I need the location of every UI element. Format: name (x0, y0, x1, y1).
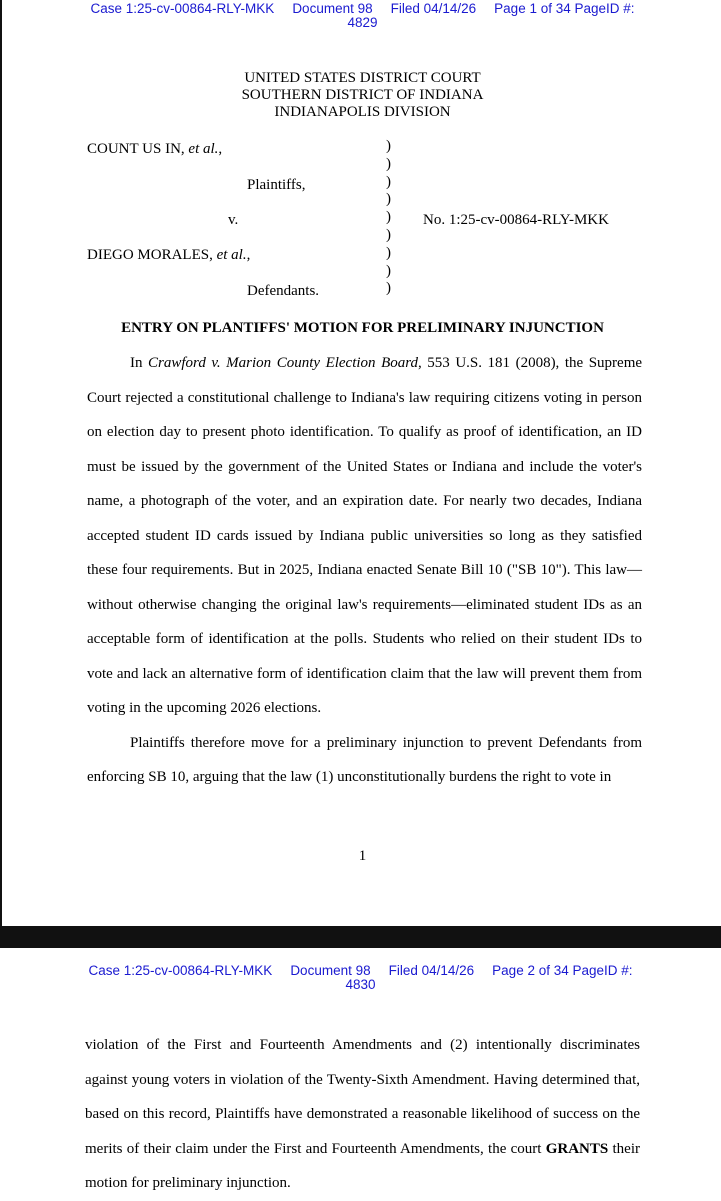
filed-date: Filed 04/14/26 (388, 963, 475, 978)
court-heading (2, 70, 721, 121)
entry-title: ENTRY ON PLANTIFFS' MOTION FOR PRELIMINARY INJUNCTION (121, 320, 604, 336)
paragraph-1: In Crawford v. Marion County Election Board, 553 U.S. 181 (2008), the Supreme Court rejected a constitutional challenge to Indiana's law requiring citizens voting in person on election day to present photo identification. To qualify as proof of identification, an ID must be issued by the government of the United States or Indiana and include the voter's name, a photograph of the voter, and an expiration date. For nearly two decades, Indiana accepted student ID cards issued by Indiana public universities so long as they satisfied these four requirements. But in 2025, Indiana enacted Senate Bill 10 ("SB 10"). This law—without otherwise changing the original law's requirements—eliminated student IDs as an acceptable form of identification at the polls. Students who relied on their student IDs to vote and lack an alternative form of identification claim that the law will prevent them from voting in the upcoming 2026 elections. (87, 355, 643, 716)
court-name: UNITED STATES DISTRICT COURT (244, 70, 481, 86)
plaintiffs-label: Plaintiffs, (247, 177, 306, 193)
page-of-total: Page 1 of 34 PageID #: (494, 1, 635, 16)
defendants-label: Defendants. (247, 283, 320, 299)
plaintiff-name: COUNT US IN, et al., (87, 141, 223, 157)
page-separator (0, 926, 721, 948)
case-citation: Crawford v. Marion County Election Board (148, 355, 419, 371)
document-number: Document 98 (290, 963, 371, 978)
page-number: 1 (358, 848, 367, 864)
page-id: 4830 (345, 977, 376, 992)
case-number: No. 1:25-cv-00864-RLY-MKK (423, 212, 609, 228)
paragraph-continued: violation of the First and Fourteenth Amendments and (2) intentionally discriminates against young voters in violation of the Twenty-Sixth Amendment. Having determined that, based on this record, Plaintiffs have demonstrated a reasonable likelihood of success on the merits of their claim under the First and Fourteenth Amendments, the court GRANTS their motion for preliminary injunction. (85, 1037, 640, 1191)
paragraph-2: Plaintiffs therefore move for a preliminary injunction to prevent Defendants from enforcing SB 10, arguing that the law (1) unconstitutionally burdens the right to vote in (87, 734, 642, 785)
filed-date: Filed 04/14/26 (390, 1, 477, 16)
document-page-2 (0, 948, 721, 1200)
case-number-header: Case 1:25-cv-00864-RLY-MKK (88, 963, 273, 978)
grants-bold: GRANTS (545, 1140, 609, 1157)
case-number-header: Case 1:25-cv-00864-RLY-MKK (90, 1, 275, 16)
page-of-total: Page 2 of 34 PageID #: (492, 963, 633, 978)
body-text (85, 1028, 640, 1201)
defendant-name: DIEGO MORALES, et al., (87, 247, 251, 263)
body-text (87, 346, 642, 795)
caption-parentheses: ) ) ) ) ) ) ) ) ) (386, 138, 391, 297)
page-header (2, 2, 721, 30)
versus: v. (228, 212, 239, 228)
court-division: INDIANAPOLIS DIVISION (274, 104, 451, 120)
court-district: SOUTHERN DISTRICT OF INDIANA (241, 87, 484, 103)
page-header (0, 964, 721, 992)
document-number: Document 98 (292, 1, 373, 16)
page-id: 4829 (347, 15, 378, 30)
